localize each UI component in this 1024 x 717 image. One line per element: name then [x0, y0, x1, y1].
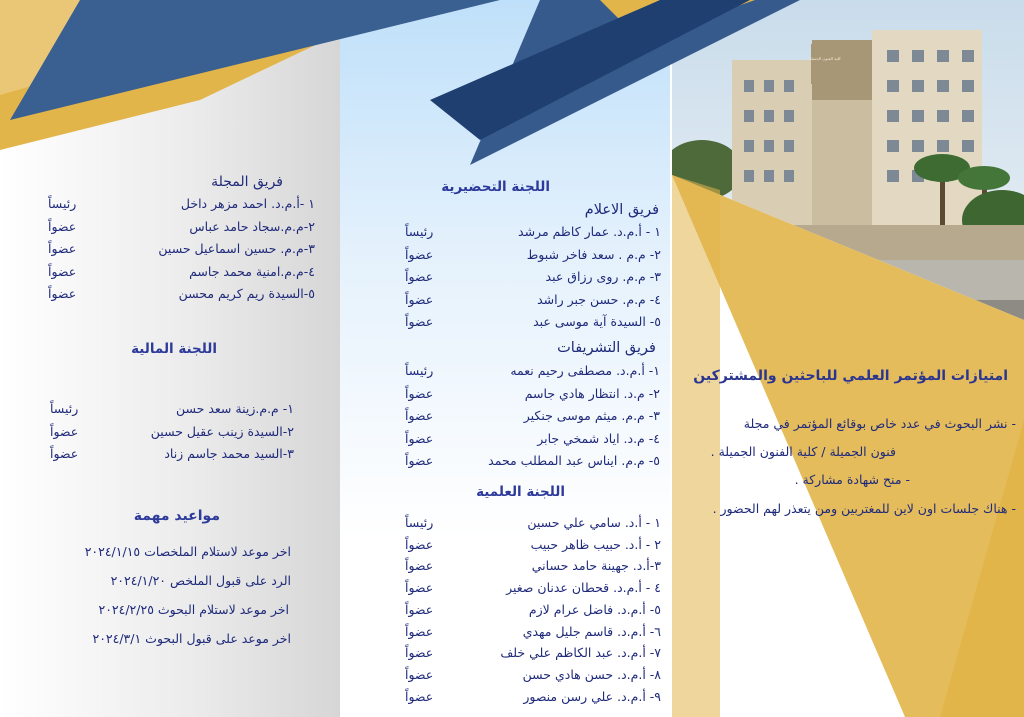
member-role: عضواً — [48, 286, 77, 301]
member-row — [50, 424, 294, 444]
member-name: ٥- السيدة آية موسى عبد — [533, 314, 661, 329]
member-row — [405, 363, 660, 383]
member-row — [405, 537, 661, 557]
member-name: ١ - أ.م.د. عمار كاظم مرشد — [518, 224, 661, 239]
member-row — [405, 645, 661, 665]
member-name: ٤-م.م.امنية محمد جاسم — [189, 263, 315, 279]
member-role: عضواً — [405, 291, 434, 307]
member-role: عضواً — [405, 453, 434, 468]
member-row — [405, 558, 661, 578]
important-date-item: اخر موعد لاستلام البحوث ٢٠٢٤/٢/٢٥ — [98, 602, 289, 617]
member-row — [405, 292, 661, 312]
member-role: عضواً — [405, 385, 434, 401]
member-role: عضواً — [405, 623, 434, 639]
member-role: عضواً — [405, 269, 434, 284]
member-role: عضواً — [50, 446, 79, 461]
member-row — [405, 667, 661, 687]
member-name: ١- م.م.زينة سعد حسن — [175, 401, 294, 416]
member-name: ٩- أ.م.د. علي رسن منصور — [523, 688, 661, 704]
member-name: ٣-السيد محمد جاسم زناد — [164, 446, 294, 461]
member-name: ٢ - أ.د. حبيب ظاهر حبيب — [530, 536, 661, 552]
member-role: رئيساً — [48, 196, 77, 211]
member-row — [405, 689, 661, 709]
member-role: عضواً — [405, 314, 434, 329]
member-row — [405, 624, 661, 644]
member-name: ١- أ.م.د. مصطفى رحيم نعمه — [510, 363, 660, 378]
member-name: ١ - أ.د. سامي علي حسين — [527, 515, 661, 530]
member-name: ٣- م.م. ميثم موسى جنكير — [523, 408, 660, 423]
member-role: عضواً — [405, 666, 434, 682]
member-name: ٤- م.م. حسن جبر راشد — [537, 291, 661, 307]
protocol-team-title: فريق التشريفات — [557, 340, 656, 356]
member-role: عضواً — [405, 688, 434, 704]
member-name: ٣-م.م. حسين اسماعيل حسين — [158, 241, 315, 256]
member-role: عضواً — [405, 558, 434, 574]
privileges-title: امتيازات المؤتمر العلمي للباحثين والمشتركين — [693, 368, 1008, 384]
member-name: ٥- م.م. ايناس عبد المطلب محمد — [488, 453, 660, 468]
journal-team-title: فريق المجلة — [211, 174, 283, 190]
member-role: عضواً — [405, 408, 434, 423]
member-row — [405, 314, 661, 334]
member-name: ٥- أ.م.د. فاضل عرام لازم — [528, 601, 661, 617]
member-row — [405, 224, 661, 244]
member-role: عضواً — [48, 218, 77, 234]
privilege-line: - منح شهادة مشاركة . — [794, 472, 910, 487]
member-role: عضواً — [50, 423, 79, 439]
member-name: ٢-م.م.سجاد حامد عباس — [189, 218, 315, 234]
member-name: ٢-السيدة زينب عقيل حسين — [150, 423, 294, 439]
member-role: عضواً — [405, 430, 434, 446]
member-name: ٤ - أ.م.د. قحطان عدنان صغير — [506, 580, 661, 596]
member-row — [405, 386, 660, 406]
member-role: عضواً — [405, 601, 434, 617]
important-date-item: اخر موعد على قبول البحوث ٢٠٢٤/٣/١ — [92, 631, 291, 646]
privilege-line: فنون الجميلة / كلية الفنون الجميلة . — [710, 444, 896, 459]
member-role: عضواً — [405, 536, 434, 552]
building-sign — [811, 44, 839, 84]
member-name: ٤- م.د. اياد شمخي جابر — [537, 430, 660, 446]
member-row — [405, 453, 660, 473]
member-row — [405, 580, 661, 600]
preparatory-committee-title: اللجنة التحضيرية — [441, 179, 550, 195]
building-sign-text: كلية الفنون الجميلة — [809, 56, 841, 61]
member-row — [48, 264, 315, 284]
member-name: ٢- م.م . سعد فاخر شبوط — [526, 246, 661, 262]
member-role: رئيساً — [405, 515, 434, 530]
finance-committee-title: اللجنة المالية — [131, 341, 217, 357]
member-row — [405, 602, 661, 622]
member-row — [48, 241, 315, 261]
member-name: ١ -أ.م.د. احمد مزهر داخل — [180, 196, 315, 211]
member-role: عضواً — [48, 241, 77, 256]
member-row — [48, 219, 315, 239]
member-role: عضواً — [405, 246, 434, 262]
member-name: ٢- م.د. انتظار هادي جاسم — [524, 385, 660, 401]
member-row — [48, 286, 315, 306]
member-name: ٣-أ.د. جهينة حامد حساني — [531, 558, 661, 574]
member-name: ٥-السيدة ريم كريم محسن — [178, 286, 315, 301]
member-row — [405, 408, 660, 428]
privilege-line: - نشر البحوث في عدد خاص بوقائع المؤتمر في مجلة — [743, 416, 1016, 431]
member-row — [405, 247, 661, 267]
member-row — [48, 196, 315, 216]
member-name: ٧- أ.م.د. عبد الكاظم علي خلف — [500, 645, 661, 661]
important-dates-title: مواعيد مهمة — [133, 508, 220, 524]
member-role: عضواً — [405, 580, 434, 596]
member-row — [405, 269, 661, 289]
member-role: رئيساً — [405, 363, 434, 378]
scientific-committee-title: اللجنة العلمية — [476, 484, 565, 500]
privilege-line: - هناك جلسات اون لاين للمغتربين ومن يتعذر لهم الحضور . — [712, 501, 1016, 516]
media-team-title: فريق الاعلام — [584, 202, 659, 218]
member-row — [405, 515, 661, 535]
member-role: رئيساً — [405, 224, 434, 239]
member-row — [50, 401, 294, 421]
member-role: عضواً — [48, 263, 77, 279]
member-name: ٨- أ.م.د. حسن هادي حسن — [522, 666, 661, 682]
member-role: رئيساً — [50, 401, 79, 416]
member-row — [50, 446, 294, 466]
member-row — [405, 431, 660, 451]
member-role: عضواً — [405, 645, 434, 661]
important-date-item: الرد على قبول الملخص ٢٠٢٤/١/٢٠ — [110, 573, 291, 588]
member-name: ٣- م.م. روى رزاق عبد — [545, 269, 661, 284]
member-name: ٦- أ.م.د. قاسم جليل مهدي — [522, 623, 661, 639]
important-date-item: اخر موعد لاستلام الملخصات ٢٠٢٤/١/١٥ — [84, 544, 291, 559]
